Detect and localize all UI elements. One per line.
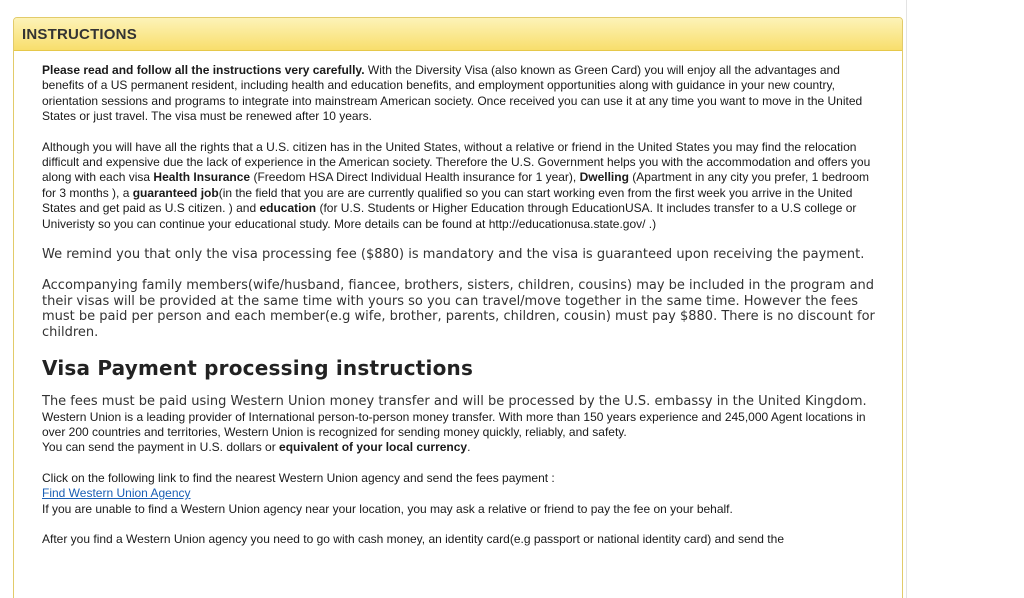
rights-part3: (Apartment in any city you prefer, 1 bedroom for 3 months ), a: [42, 170, 870, 200]
link-intro: Click on the following link to find the nearest Western Union agency and send the fees payment :: [42, 470, 555, 485]
dwelling-label: Dwelling: [579, 170, 629, 185]
currency-bold: equivalent of your local currency: [279, 440, 468, 455]
western-union-description: Western Union is a leading provider of International person-to-person money transfer. With more than 150 years experience and 245,000 Agent locations in over 200 countries and territories, Western Union is recognized for sending money quickly, reliably, and safety.: [42, 409, 866, 439]
find-western-union-link[interactable]: Find Western Union Agency: [42, 486, 191, 501]
after-finding-text: After you find a Western Union agency you need to go with cash money, an identity card(e.g passport or national identity card) and send the: [42, 531, 784, 546]
family-members-paragraph: Accompanying family members(wife/husband, fiancee, brothers, sisters, children, cousins) may be included in the program and their visas will be provided at the same time with yours so you can travel/move together in the same time. However the fees must be paid per person and each member(e.g wife, brother, parents, children, cousin) must pay $880. There is no discount for children.: [42, 278, 875, 340]
currency-text: You can send the payment in U.S. dollars or: [42, 440, 280, 455]
instructions-content: [14, 51, 902, 547]
intro-lead: Please read and follow all the instructions very carefully.: [42, 63, 365, 77]
rights-part1: Although you will have all the rights that a U.S. citizen has in the United States, without a relative or friend in the United States you may find the relocation difficult and expensive due the lack of experience in the American society. Therefore the U.S. Government helps you with the accommodation and offers you along with each visa: [42, 139, 871, 185]
panel-title: INSTRUCTIONS: [22, 25, 137, 43]
right-divider: [906, 0, 907, 598]
currency-end: .: [467, 440, 471, 455]
rights-part5: (for U.S. Students or Higher Education through EducationUSA. It includes transfer to a U.S college or Univeristy so you can continue your educational study. More details can be found at http://educationusa.state.gov/ .): [42, 201, 857, 231]
education-label: education: [259, 201, 317, 216]
panel-header: [14, 18, 902, 51]
unable-to-find-text: If you are unable to find a Western Union agency near your location, you may ask a relative or friend to pay the fee on your behalf.: [42, 501, 733, 516]
rights-paragraph: [42, 140, 878, 232]
currency-paragraph: [42, 440, 878, 455]
instructions-panel: [13, 17, 903, 598]
fees-intro: The fees must be paid using Western Union money transfer and will be processed by the U.S. embassy in the United Kingdom.: [42, 394, 867, 410]
rights-part4: (in the field that you are are currently qualified so you can start working even from the first week you arrive in the United States and get paid as U.S citizen. ) and: [42, 185, 853, 216]
rights-part2: (Freedom HSA Direct Individual Health insurance for 1 year),: [250, 170, 580, 185]
health-insurance-label: Health Insurance: [153, 170, 251, 185]
fee-reminder: We remind you that only the visa processing fee ($880) is mandatory and the visa is guaranteed upon receiving the payment.: [42, 247, 865, 263]
intro-paragraph: [42, 63, 878, 125]
intro-text: With the Diversity Visa (also known as Green Card) you will enjoy all the advantages and benefits of a US permanent resident, including health and education benefits, and employment opportunities along with guidance in your new country, orientation sessions and programs to integrate into mainstream American society. Once received you can use it at any time you want to move in the United States or just travel. The visa must be renewed after 10 years.: [42, 63, 863, 124]
guaranteed-job-label: guaranteed job: [132, 185, 219, 200]
payment-heading: Visa Payment processing instructions: [42, 356, 474, 381]
